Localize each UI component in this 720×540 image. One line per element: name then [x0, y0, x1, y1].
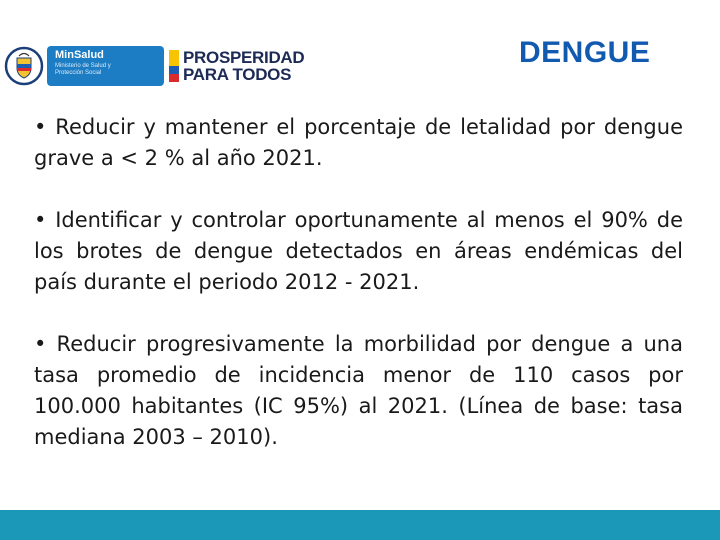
footer-bar	[0, 510, 720, 540]
bullet-list	[34, 112, 683, 453]
prosperidad-logo-line2: PARA TODOS	[183, 65, 292, 84]
minsalud-logo	[47, 46, 164, 86]
minsalud-logo-subtitle: Ministerio de Salud y Protección Social	[55, 63, 111, 76]
bullet-item: • Reducir y mantener el porcentaje de letalidad por dengue grave a < 2 % al año 2021.	[34, 115, 683, 170]
bullet-item: • Identificar y controlar oportunamente al menos el 90% de los brotes de dengue detectados en áreas endémicas del país durante el periodo 2012 - 2021.	[34, 208, 683, 294]
page-title: DENGUE	[519, 36, 651, 69]
bullet-item: • Reducir progresivamente la morbilidad por dengue a una tasa promedio de incidencia menor de 110 casos por 100.000 habitantes (IC 95%) al 2021. (Línea de base: tasa mediana 2003 – 2010).	[34, 332, 683, 449]
prosperidad-flag-icon	[167, 48, 181, 84]
colombia-coat-of-arms-icon	[4, 46, 44, 86]
header-logos	[0, 40, 310, 92]
prosperidad-logo-line1: PROSPERIDAD	[183, 48, 305, 67]
minsalud-logo-title: MinSalud	[55, 49, 104, 61]
